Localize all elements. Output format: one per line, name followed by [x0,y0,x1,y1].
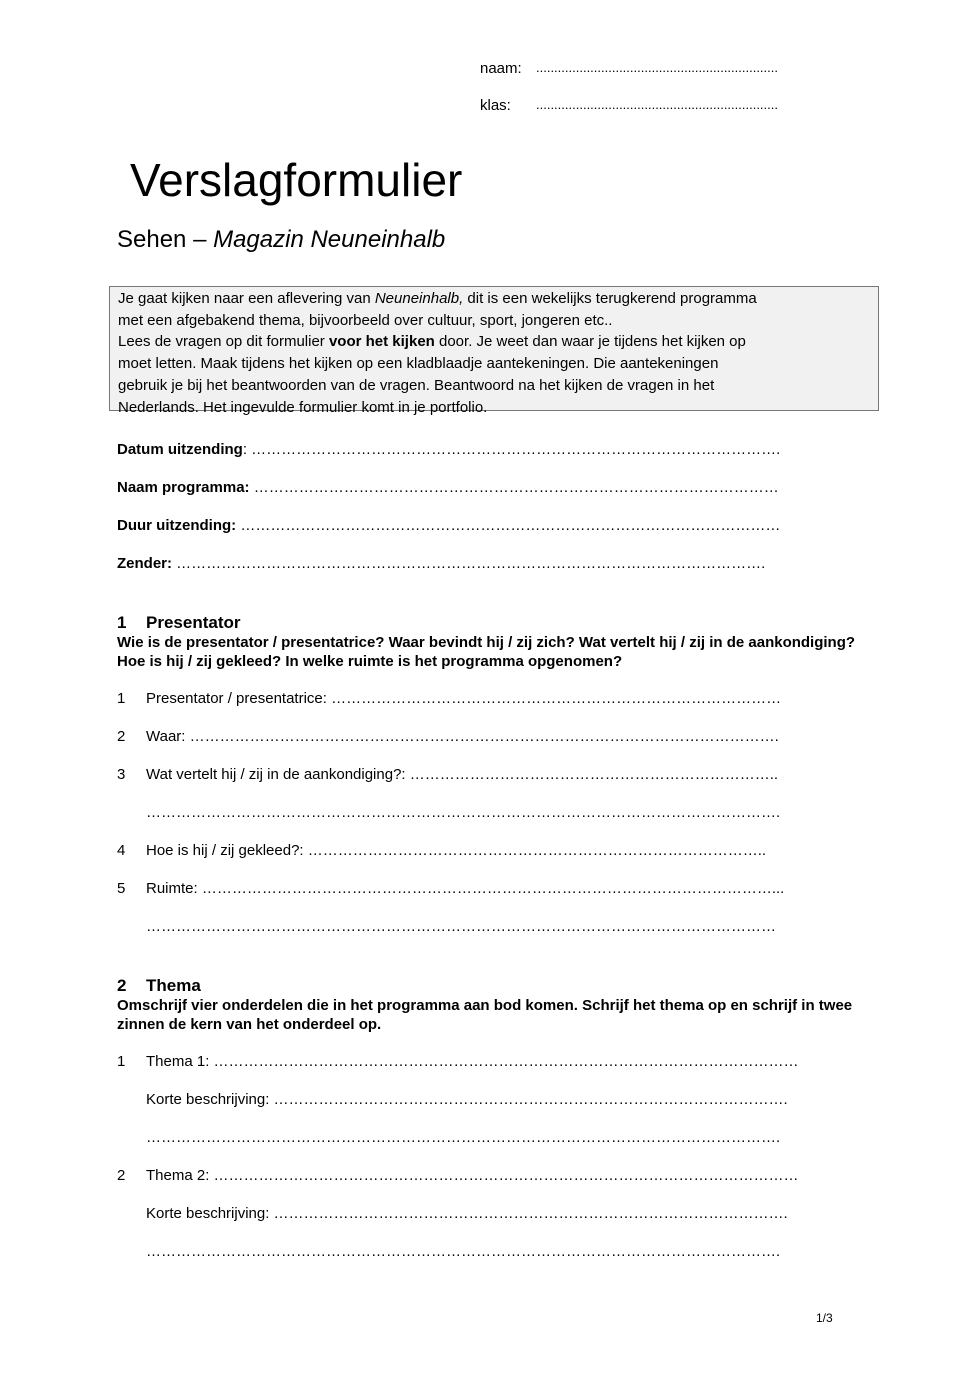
thema-2-field[interactable]: Thema 2: ……………………………………………………………………………………………………… [146,1167,799,1184]
thema-1-beschrijving-field[interactable]: Korte beschrijving: …………………………………………………………………………………………. [146,1091,788,1108]
t2-number: 2 [117,1167,126,1184]
ruimte-field[interactable]: Ruimte: ……………………………………………………………………………………………………... [146,880,785,897]
klas-label: klas: [480,97,511,114]
gekleed-field[interactable]: Hoe is hij / zij gekleed?: ……………………………………………………………………………….. [146,842,767,859]
q1-number: 1 [117,690,126,707]
thema-2-beschrijving-cont[interactable]: ………………………………………………………………………………………………………………. [146,1243,781,1260]
naam-field[interactable]: ................................................................... [536,60,778,75]
intro-box [109,286,879,416]
page-title: Verslagformulier [130,154,463,206]
section-2-description: Omschrijf vier onderdelen die in het programma aan bod komen. Schrijf het thema op en schrijf in twee zinnen de kern van het onderdeel op. [117,997,853,1033]
q5-number: 5 [117,880,126,897]
intro-line-6: Nederlands. Het ingevulde formulier komt in je portfolio. [118,398,488,416]
section-1-number: 1 [117,613,127,632]
section-1-description: Wie is de presentator / presentatrice? Waar bevindt hij / zij zich? Wat vertelt hij / zij in de aankondiging? Hoe is hij / zij gekleed? In welke ruimte is het programma opgenomen? [117,634,856,670]
intro-line-1: Je gaat kijken naar een aflevering van Neuneinhalb, dit is een wekelijks terugkerend programma [118,290,757,307]
q2-number: 2 [117,728,126,745]
page-subtitle [117,226,445,254]
klas-field[interactable]: ................................................................... [536,97,778,112]
zender-field[interactable]: Zender: ………………………………………………………………………………………………………. [117,555,766,572]
thema-2-beschrijving-field[interactable]: Korte beschrijving: …………………………………………………………………………………………. [146,1205,788,1222]
presentator-field[interactable]: Presentator / presentatrice: ……………………………………………………………………………… [146,690,782,707]
section-1-title: Presentator [146,613,241,632]
thema-1-beschrijving-cont[interactable]: ………………………………………………………………………………………………………………. [146,1129,781,1146]
q4-number: 4 [117,842,126,859]
ruimte-field-cont[interactable]: ……………………………………………………………………………………………………………… [146,918,776,935]
aankondiging-field-cont[interactable]: ………………………………………………………………………………………………………………. [146,804,781,821]
thema-1-field[interactable]: Thema 1: ……………………………………………………………………………………………………… [146,1053,799,1070]
subtitle-prefix: Sehen – [117,226,214,253]
section-2-number: 2 [117,976,127,995]
datum-uitzending-field[interactable]: Datum uitzending: ……………………………………………………………………………………………. [117,441,781,458]
intro-line-2: met een afgebakend thema, bijvoorbeeld over cultuur, sport, jongeren etc.. [118,311,613,329]
naam-programma-field[interactable]: Naam programma: …………………………………………………………………………………………… [117,479,779,496]
intro-line-4: moet letten. Maak tijdens het kijken op een kladblaadje aantekeningen. Die aantekeningen [118,355,719,373]
intro-line-3: Lees de vragen op dit formulier voor het kijken door. Je weet dan waar je tijdens het kijken op [118,333,746,351]
waar-field[interactable]: Waar: ………………………………………………………………………………………………………. [146,728,779,745]
page-number: 1/3 [816,1311,833,1325]
intro-line-5: gebruik je bij het beantwoorden van de vragen. Beantwoord na het kijken de vragen in het [118,376,715,394]
subtitle-program: Magazin Neuneinhalb [213,226,446,253]
aankondiging-field[interactable]: Wat vertelt hij / zij in de aankondiging?: ……………………………………………………………….. [146,766,779,783]
section-2-title: Thema [146,976,201,995]
t1-number: 1 [117,1053,126,1070]
duur-uitzending-field[interactable]: Duur uitzending: ……………………………………………………………………………………………… [117,517,781,534]
naam-label: naam: [480,60,522,77]
q3-number: 3 [117,766,126,783]
